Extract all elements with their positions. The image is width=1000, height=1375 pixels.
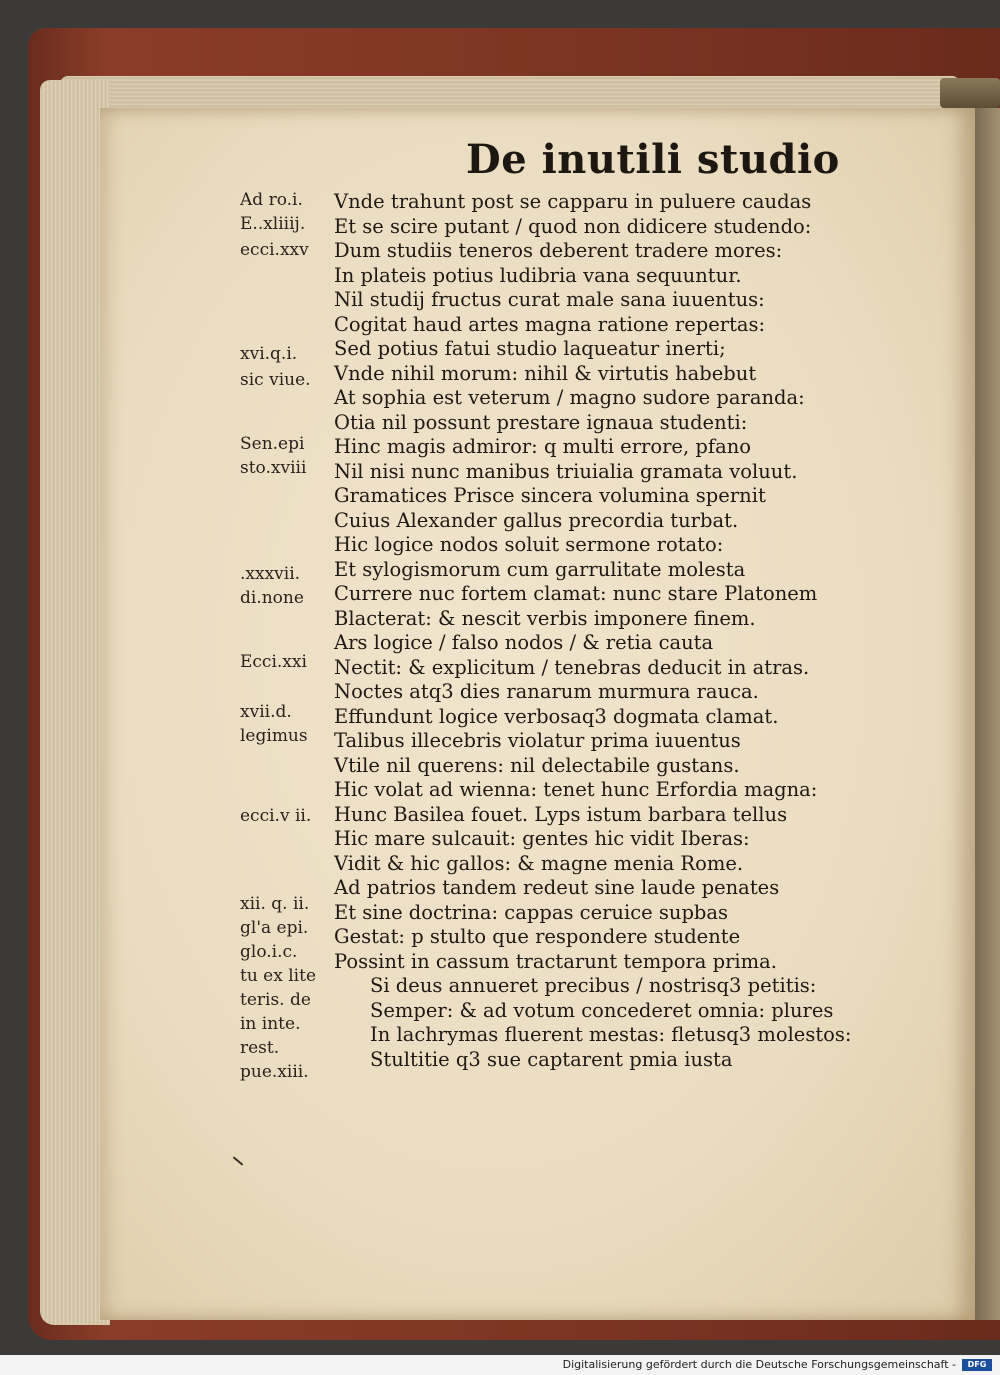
verse-line: Nil nisi nunc manibus triuialia gramata voluut. (334, 460, 798, 483)
margin-note: E..xliiij. (240, 214, 306, 234)
verse-line: Et se scire putant / quod non didicere studendo: (334, 215, 812, 238)
verse-line: Ad patrios tandem redeut sine laude penates (334, 876, 780, 899)
verse-line: Gestat: p stulto que respondere studente (334, 925, 741, 948)
verse-line: Effundunt logice verbosaq3 dogmata clamat. (334, 705, 779, 728)
verse-line: Hic mare sulcauit: gentes hic vidit Iberas: (334, 827, 750, 850)
verse-line: Sed potius fatui studio laqueatur inerti; (334, 337, 726, 360)
verse-line: Hic logice nodos soluit sermone rotato: (334, 533, 724, 556)
page-title: De inutili studio (466, 136, 840, 183)
book-clasp (940, 78, 1000, 108)
verse-line: Dum studiis teneros deberent tradere mores: (334, 239, 783, 262)
margin-note: .xxxvii. (240, 564, 301, 584)
verse-line: Noctes atq3 dies ranarum murmura rauca. (334, 680, 759, 703)
verse-line: Gramatices Prisce sincera volumina spernit (334, 484, 766, 507)
facing-page-strip (975, 108, 1000, 1320)
margin-note: tu ex lite (240, 966, 317, 986)
verse-line: Si deus annueret precibus / nostrisq3 petitis: (370, 974, 817, 997)
margin-note: Ecci.xxi (240, 652, 307, 672)
margin-note: in inte. (240, 1014, 301, 1034)
margin-note: xvi.q.i. (240, 344, 298, 364)
margin-note: ecci.xxv (240, 240, 309, 260)
verse-line: Talibus illecebris violatur prima iuuentus (334, 729, 741, 752)
margin-note: sto.xviii (240, 458, 307, 478)
verse-line: In plateis potius ludibria vana sequuntur. (334, 264, 742, 287)
verse-line: Possint in cassum tractarunt tempora prima. (334, 950, 777, 973)
margin-note: ecci.v ii. (240, 806, 312, 826)
margin-note: di.none (240, 588, 304, 608)
margin-note: gl'a epi. (240, 918, 309, 938)
margin-note: xii. q. ii. (240, 894, 310, 914)
verse-line: Vnde trahunt post se capparu in puluere caudas (334, 190, 812, 213)
margin-note: sic viue. (240, 370, 311, 390)
verse-line: Cogitat haud artes magna ratione repertas: (334, 313, 766, 336)
margin-note: glo.i.c. (240, 942, 298, 962)
verse-line: Vnde nihil morum: nihil & virtutis habebut (334, 362, 757, 385)
margin-note: Sen.epi (240, 434, 305, 454)
verse-line: Hic volat ad wienna: tenet hunc Erfordia magna: (334, 778, 818, 801)
verse-line: At sophia est veterum / magno sudore paranda: (334, 386, 805, 409)
verse-line: Hunc Basilea fouet. Lyps istum barbara tellus (334, 803, 788, 826)
verse-line: Nectit: & explicitum / tenebras deducit in atras. (334, 656, 810, 679)
verse-line: Et sylogismorum cum garrulitate molesta (334, 558, 746, 581)
verse-line: Vidit & hic gallos: & magne menia Rome. (334, 852, 744, 875)
margin-note: rest. (240, 1038, 280, 1058)
verse-line: Blacterat: & nescit verbis imponere finem. (334, 607, 756, 630)
margin-note: Ad ro.i. (240, 190, 303, 210)
margin-note: xvii.d. (240, 702, 292, 722)
verse-line: Hinc magis admiror: q multi errore, pfano (334, 435, 751, 458)
verse-line: Otia nil possunt prestare ignaua studenti: (334, 411, 748, 434)
footer-credit: Digitalisierung gefördert durch die Deutsche Forschungsgemeinschaft - (562, 1358, 956, 1371)
dfg-logo: DFG (962, 1359, 992, 1371)
margin-note: pue.xiii. (240, 1062, 309, 1082)
verse-line: Cuius Alexander gallus precordia turbat. (334, 509, 739, 532)
verse-line: Ars logice / falso nodos / & retia cauta (334, 631, 714, 654)
verse-line: In lachrymas fluerent mestas: fletusq3 molestos: (370, 1023, 852, 1046)
verse-line: Stultitie q3 sue captarent pmia iusta (370, 1048, 733, 1071)
margin-note: teris. de (240, 990, 311, 1010)
verse-line: Vtile nil querens: nil delectabile gustans. (334, 754, 740, 777)
verse-line: Et sine doctrina: cappas ceruice supbas (334, 901, 729, 924)
verse-line: Currere nuc fortem clamat: nunc stare Platonem (334, 582, 818, 605)
margin-note: legimus (240, 726, 308, 746)
verse-line: Nil studij fructus curat male sana iuuentus: (334, 288, 765, 311)
verse-line: Semper: & ad votum concederet omnia: plures (370, 999, 834, 1022)
